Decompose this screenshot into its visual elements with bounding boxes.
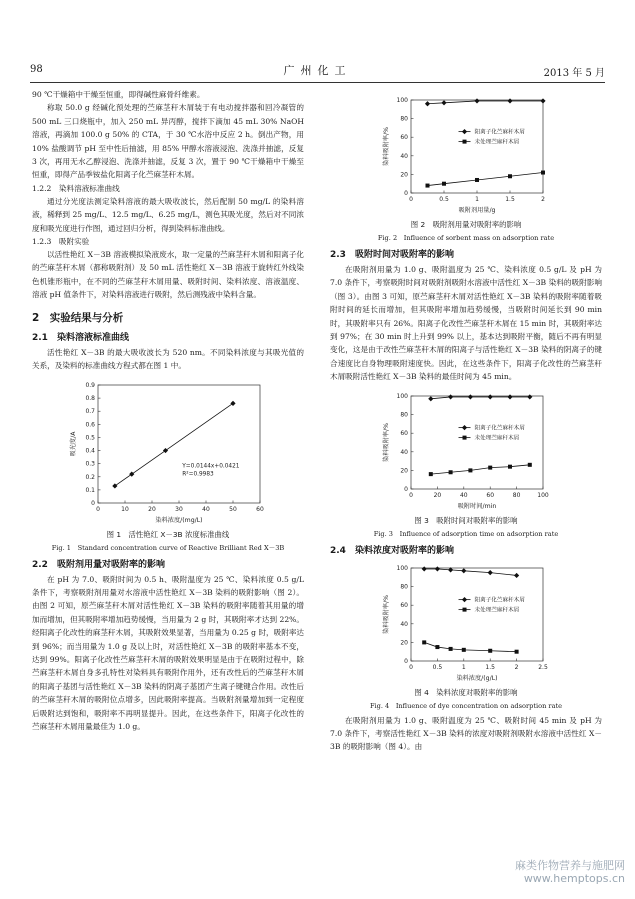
x-tick-label: 0 <box>409 196 413 203</box>
paragraph: 在 pH 为 7.0、吸附时间为 0.5 h、吸附温度为 25 ℃、染料浓度 0.5 g/L 条件下，考察吸附剂用量对水溶液中活性艳红 X－3B 染料的吸附影响（图 2）。由图 2 可知，原苎麻茎秆木屑对活性艳红 X－3B 染料的吸附率随着其用量的增加而增加，但其吸附率增加趋势缓慢，当用量为 2 g 时，其吸附率才达到 22%。经阳离子化改性的麻茎秆木屑，其吸附效果显著，当用量为 0.25 g 时，吸附率达到 96%；而当用量为 1.0 g 及以上时，对活性艳红 X－3B 的吸附率基本不变，达到 99%。阳离子化改性苎麻茎秆木屑的吸附效果明显是由于在吸附过程中，除苎麻茎秆木屑自身多孔特性对染料具有吸附作用外，还有改性后的苎麻茎秆木屑的阳离子基团与活性艳红 X－3B 染料的阴离子基团产生离子键键合作用。改性后的苎麻茎秆木屑的吸附位点增多，因此吸附率提高。当吸附剂量增加到一定程度后吸附达到饱和，吸附率不再明显提升。因此，在这些条件下，阳离子化改性的苎麻茎秆木屑用量最佳为 1.0 g。 <box>32 574 305 731</box>
data-point <box>474 98 479 103</box>
x-tick-label: 0.5 <box>439 196 449 203</box>
data-point <box>527 394 532 399</box>
series-line <box>431 397 530 399</box>
x-tick-label: 1.5 <box>505 196 515 203</box>
data-point <box>475 178 479 182</box>
y-tick-label: 0.7 <box>85 407 95 415</box>
y-tick-label: 100 <box>396 392 408 400</box>
data-point <box>112 483 117 488</box>
x-axis-label: 染料浓度/(mg/L) <box>155 516 203 524</box>
figure-4 <box>381 560 551 685</box>
right-column <box>330 88 602 754</box>
data-point <box>468 468 472 472</box>
y-axis-label: 染料吸附率/% <box>383 594 390 634</box>
x-tick-label: 100 <box>537 491 549 499</box>
figure-caption: 图 3 吸附时间对吸附率的影响 <box>414 515 518 525</box>
y-tick-label: 0.4 <box>85 447 95 455</box>
y-tick-label: 40 <box>400 448 408 456</box>
data-point <box>448 394 453 399</box>
y-axis-label: 染料吸附率/% <box>383 127 390 166</box>
data-point <box>230 400 235 405</box>
subsection-heading: 1.2.3 吸附实验 <box>32 237 90 247</box>
equation-annotation: R²=0.9983 <box>182 471 214 478</box>
data-point <box>449 470 453 474</box>
legend-label: 阳离子化苎麻秆木屑 <box>474 129 525 136</box>
y-tick-label: 60 <box>400 134 408 142</box>
y-tick-label: 0 <box>91 499 95 507</box>
x-tick-label: 0 <box>409 491 413 499</box>
chart-svg <box>381 560 551 685</box>
y-tick-label: 0.5 <box>85 433 95 441</box>
paragraph: 90 ℃干燥箱中干燥至恒重，即得碱性麻骨纤维素。 <box>32 90 205 99</box>
data-point <box>488 570 493 575</box>
paragraph: 以活性艳红 X－3B 溶液模拟染液废水，取一定量的苎麻茎秆木屑和阳离子化的苎麻茎秆木屑（都称吸附剂）及 50 mL 活性艳红 X－3B 溶液于旋转红外线染色机锥形瓶中，在不同的苎麻茎秆木屑用量、吸附时间、染料浓度、溶液温度、溶液 pH 值条件下，对染料溶液进行吸附，然后测残液中染料含量。 <box>32 250 304 300</box>
x-tick-label: 20 <box>148 505 156 513</box>
y-tick-label: 100 <box>396 97 408 104</box>
chart-svg <box>68 377 268 527</box>
y-tick-label: 40 <box>400 620 408 628</box>
legend-label: 阳离子化苎麻秆木屑 <box>474 597 525 604</box>
data-point <box>163 447 168 452</box>
data-point <box>429 472 433 476</box>
data-point <box>428 396 433 401</box>
x-axis-label: 染料浓度/(g/L) <box>456 674 498 682</box>
y-tick-label: 0 <box>404 485 408 493</box>
figure-caption-en: Fig. 2 Influence of sorbent mass on adsorption rate <box>377 234 555 242</box>
x-tick-label: 2 <box>541 196 545 203</box>
data-point <box>462 597 467 602</box>
legend-label: 阳离子化苎麻秆木屑 <box>474 425 525 432</box>
data-point <box>463 140 467 144</box>
x-tick-label: 60 <box>256 505 264 513</box>
y-tick-label: 0.1 <box>85 486 95 494</box>
data-point <box>422 566 427 571</box>
y-axis-label: 染料吸附率/% <box>383 422 390 462</box>
data-point <box>461 568 466 573</box>
paragraph: 活性艳红 X－3B 的最大吸收波长为 520 nm。不同染料浓度与其吸光值的关系，及染料的标准曲线方程式都在图 1 中。 <box>32 347 304 371</box>
data-point <box>462 129 467 134</box>
y-tick-label: 0 <box>404 190 408 197</box>
y-tick-label: 0.6 <box>85 420 95 428</box>
x-tick-label: 1 <box>461 663 466 671</box>
y-tick-label: 20 <box>400 639 408 647</box>
x-tick-label: 0 <box>96 505 100 513</box>
y-tick-label: 0 <box>404 657 408 665</box>
figure-caption-en: Fig. 4 Influence of dye concentration on adsorption rate <box>369 701 563 710</box>
figure-caption-en: Fig. 3 Influence of adsorption time on adsorption rate <box>373 529 559 538</box>
data-point <box>508 464 512 468</box>
section-heading: 2.1 染料溶液标准曲线 <box>32 332 129 343</box>
data-point <box>488 394 493 399</box>
data-point <box>507 98 512 103</box>
data-point <box>463 435 467 439</box>
figure-3 <box>381 388 551 513</box>
data-point <box>422 640 426 644</box>
y-tick-label: 80 <box>400 115 408 123</box>
data-point <box>462 647 466 651</box>
x-tick-label: 1.5 <box>485 663 495 671</box>
x-axis-label: 吸附剂用量/g <box>458 207 496 214</box>
data-point <box>468 394 473 399</box>
paragraph: 在吸附剂用量为 1.0 g、吸附温度为 25 ℃、染料浓度 0.5 g/L 及 pH 为 7.0 条件下，考察吸附时间对吸附剂吸附水溶液中活性红 X－3B 染料的吸附影响（图 3）。由图 3 可知，原苎麻茎秆木屑对活性艳红 X－3B 染料的吸附率随着吸附时间的延长而增加，但其吸附率增加趋势缓慢，当吸附时间延长到 90 min 时，其吸附率只有 26%。阳离子化改性苎麻茎秆木屑在 15 min 时，其吸附率达到 97%；在 30 min 时上升到 99% 以上，基本达到吸附平衡，随后不再有明显变化，这是由于改性苎麻茎秆木屑的阳离子与活性艳红 X－3B 染料的阴离子的键合速度比自身物理吸附速度快。因此，在这些条件下，阳离子化改性的苎麻茎秆木屑吸附活性艳红 X－3B 染料的最佳时间为 45 min。 <box>330 265 602 382</box>
y-tick-label: 0.3 <box>85 460 95 468</box>
data-point <box>129 471 134 476</box>
figure-caption: 图 1 活性艳红 X－3B 浓度标准曲线 <box>106 529 230 539</box>
x-tick-label: 10 <box>121 505 129 513</box>
data-point <box>488 465 492 469</box>
data-point <box>435 566 440 571</box>
subsection-heading: 1.2.2 染料溶液标准曲线 <box>32 183 120 193</box>
data-point <box>426 184 430 188</box>
journal-name: 广州化工 <box>283 64 352 77</box>
paragraph: 通过分光度法测定染料溶液的最大吸收波长，然后配制 50 mg/L 的染料溶液，稀释到 25 mg/L、12.5 mg/L、6.25 mg/L，测色其吸光度，然后对不同浓度和吸光度进行作图，通过回归分析，得到染料标准曲线。 <box>32 196 304 233</box>
legend-label: 未处理苎麻秆木屑 <box>474 435 520 442</box>
y-tick-label: 80 <box>400 583 408 591</box>
data-point <box>449 647 453 651</box>
plot-frame <box>411 568 543 661</box>
figure-caption: 图 4 染料浓度对吸附率的影响 <box>414 687 518 697</box>
x-tick-label: 2 <box>514 663 519 671</box>
y-tick-label: 20 <box>400 171 408 179</box>
data-point <box>507 394 512 399</box>
section-heading: 2.4 染料浓度对吸附率的影响 <box>330 545 454 556</box>
x-tick-label: 60 <box>486 491 495 499</box>
figure-caption: 图 2 吸附剂用量对吸附率的影响 <box>410 220 522 229</box>
data-point <box>435 645 439 649</box>
watermark <box>515 859 625 885</box>
x-tick-label: 0.5 <box>432 663 443 671</box>
figure-caption-en: Fig. 1 Standard concentration curve of Reactive Brilliant Red X－3B <box>51 543 285 552</box>
x-tick-label: 40 <box>202 505 210 513</box>
data-point <box>442 182 446 186</box>
data-point <box>508 174 512 178</box>
legend-label: 未处理苎麻秆木屑 <box>474 139 520 146</box>
y-tick-label: 0.9 <box>85 381 95 389</box>
y-axis-label: 吸光度/A <box>70 431 77 456</box>
y-tick-label: 0.8 <box>85 394 95 402</box>
watermark-line: www.hemptops.cn <box>523 872 625 885</box>
x-axis-label: 吸附时间/min <box>457 502 497 510</box>
y-tick-label: 60 <box>400 429 408 437</box>
x-tick-label: 30 <box>175 505 183 513</box>
x-tick-label: 50 <box>229 505 237 513</box>
data-point <box>463 607 467 611</box>
x-tick-label: 1 <box>475 196 479 203</box>
equation-annotation: Y=0.0144x+0.0421 <box>182 463 240 470</box>
y-tick-label: 60 <box>400 601 408 609</box>
data-point <box>488 648 492 652</box>
data-point <box>514 572 519 577</box>
data-point <box>515 649 519 653</box>
data-point <box>462 425 467 430</box>
paragraph: 在吸附剂用量为 1.0 g、吸附温度为 25 ℃、吸附时间 45 min 及 pH 为 7.0 条件下，考察活性艳红 X－3B 染料的浓度对吸附剂吸附水溶液中活性红 X－3B 的吸附影响（图 4）。由 <box>330 715 602 752</box>
data-point <box>528 462 532 466</box>
watermark-line: 麻类作物营养与施肥网 <box>515 859 625 872</box>
series-line <box>431 464 530 473</box>
data-point <box>540 98 545 103</box>
header-rule <box>30 82 605 83</box>
x-tick-label: 80 <box>512 491 521 499</box>
y-tick-label: 0.2 <box>85 473 95 481</box>
page-number: 98 <box>30 64 43 75</box>
figure-2 <box>381 92 551 217</box>
x-tick-label: 0 <box>409 663 413 671</box>
chart-svg <box>381 388 551 513</box>
y-tick-label: 80 <box>400 411 408 419</box>
data-point <box>441 100 446 105</box>
x-tick-label: 2.5 <box>538 663 548 671</box>
section-heading: 2 实验结果与分析 <box>32 311 124 324</box>
left-column <box>32 88 304 733</box>
data-point <box>425 101 430 106</box>
section-heading: 2.2 吸附剂用量对吸附率的影响 <box>32 559 165 570</box>
x-tick-label: 20 <box>433 491 442 499</box>
y-tick-label: 100 <box>396 564 408 572</box>
data-point <box>541 171 545 175</box>
figure-1 <box>68 377 268 527</box>
y-tick-label: 40 <box>400 152 408 160</box>
chart-svg <box>381 92 551 217</box>
issue-date: 2013 年 5 月 <box>543 68 605 79</box>
plot-frame <box>98 385 260 503</box>
y-tick-label: 20 <box>400 467 408 475</box>
x-tick-label: 40 <box>459 491 468 499</box>
legend-label: 未处理苎麻秆木屑 <box>474 607 520 614</box>
paragraph: 称取 50.0 g 经碱化预处理的苎麻茎秆木屑装于有电动搅拌器和回冷凝管的 500 mL 三口烧瓶中，加入 250 mL 异丙醇，搅拌下滴加 45 mL 30% NaOH 溶液，再滴加 100.0 g 50% 的 CTA，于 30 ℃水浴中反应 2 h。倒出产物，用 10% 盐酸调节 pH 至中性后抽滤，用 85% 甲醇水溶液浸泡、洗涤并抽滤，反复 3 次，再用无水乙醇浸泡、洗涤并抽滤，反复 3 次，置于 90 ℃干燥箱中干燥至恒重，即得产品季铵盐化阳离子化苎麻茎秆木屑。 <box>32 103 304 180</box>
section-heading: 2.3 吸附时间对吸附率的影响 <box>330 250 454 260</box>
running-header <box>30 62 605 80</box>
